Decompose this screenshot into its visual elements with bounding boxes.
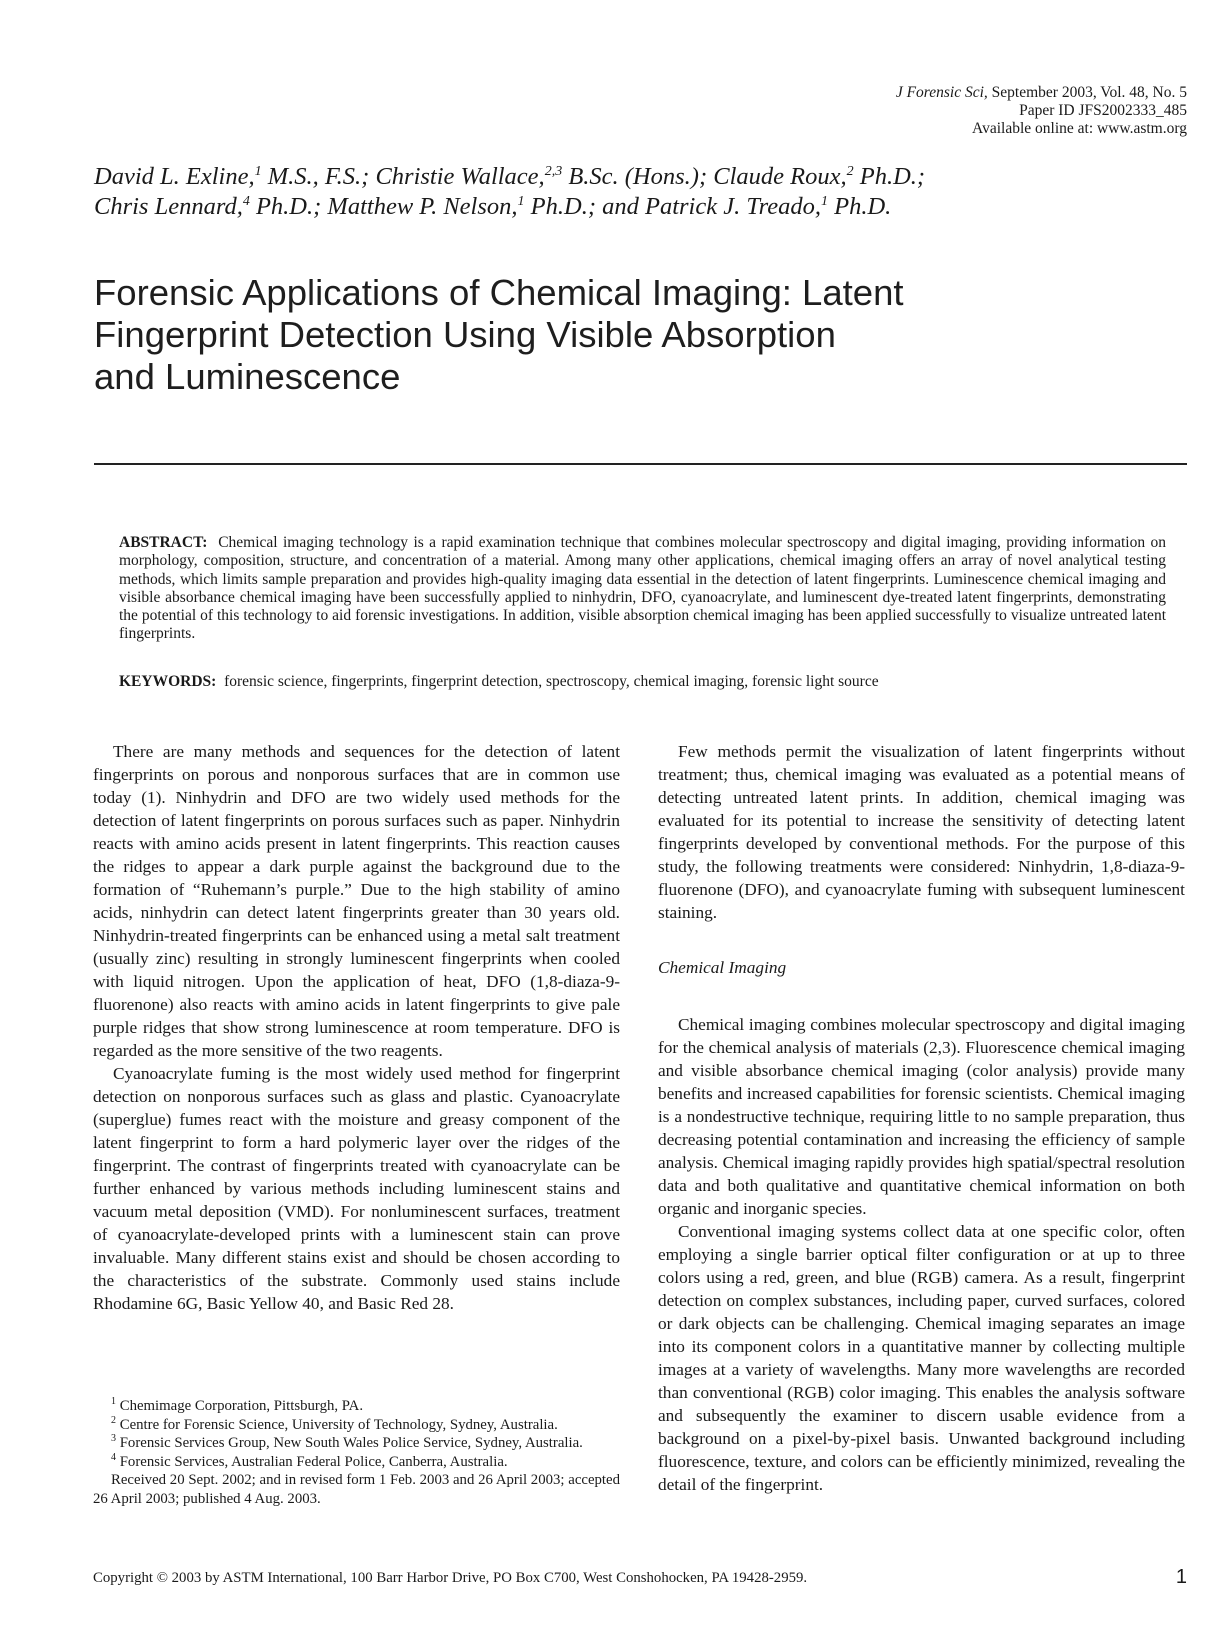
- author-degree: M.S., F.S.;: [261, 163, 376, 190]
- paper-title: [94, 272, 974, 398]
- author-affiliation: 1: [517, 193, 525, 209]
- author-name: David L. Exline,: [94, 163, 255, 190]
- title-line: and Luminescence: [94, 356, 401, 397]
- keywords: [119, 673, 1179, 691]
- body-paragraph: Cyanoacrylate fuming is the most widely used method for fingerprint detection on nonporous surfaces such as glass and plastic. Cyanoacrylate (superglue) fumes react with the moisture and greasy component of the latent fingerprint to form a hard polymeric layer over the ridges of the fingerprint. The contrast of fingerprints treated with cyanoacrylate can be further enhanced by various methods including luminescent stains and vacuum metal deposition (VMD). For nonluminescent surfaces, treatment of cyanoacrylate-developed prints with a luminescent stain can prove invaluable. Many different stains exist and should be chosen according to the characteristics of the substrate. Commonly used stains include Rhodamine 6G, Basic Yellow 40, and Basic Red 28.: [93, 1064, 620, 1313]
- abstract-text: Chemical imaging technology is a rapid examination technique that combines molecular spectroscopy and digital imaging, providing information on morphology, composition, structure, and concentration of a material. Among many other applications, chemical imaging offers an array of novel analytical testing methods, which limits sample preparation and provides high-quality imaging data essential in the detection of latent fingerprints. Luminescence chemical imaging and visible absorbance chemical imaging have been successfully applied to ninhydrin, DFO, cyanoacrylate, and luminescent dye-treated latent fingerprints, demonstrating the potential of this technology to aid forensic investigations. In addition, visible absorption chemical imaging has been applied successfully to visualize untreated latent fingerprints.: [119, 534, 1166, 643]
- footnote-marker: 1: [111, 1396, 116, 1408]
- footnote-marker: 3: [111, 1433, 116, 1445]
- footnote-text: Forensic Services, Australian Federal Police, Canberra, Australia.: [116, 1453, 508, 1470]
- footnote-text: Centre for Forensic Science, University of Technology, Sydney, Australia.: [116, 1416, 558, 1433]
- body-paragraph: Chemical imaging combines molecular spectroscopy and digital imaging for the chemical analysis of materials (2,3). Fluorescence chemical imaging and visible absorbance chemical imaging (color analysis) provide many benefits and increased capabilities for forensic scientists. Chemical imaging is a nondestructive technique, requiring little to no sample preparation, thus decreasing potential contamination and increasing the efficiency of sample analysis. Chemical imaging rapidly provides high spatial/spectral resolution data and both qualitative and quantitative chemical information on both organic and inorganic species.: [658, 1015, 1185, 1218]
- title-line: Fingerprint Detection Using Visible Absorption: [94, 314, 836, 355]
- journal-header: [896, 84, 1187, 138]
- author-name: Matthew P. Nelson,: [327, 193, 518, 220]
- received-dates: Received 20 Sept. 2002; and in revised form 1 Feb. 2003 and 26 April 2003; accepted 26 April 2003; published 4 Aug. 2003.: [93, 1472, 620, 1507]
- footnote-marker: 2: [111, 1414, 116, 1426]
- footnote: [93, 1416, 620, 1435]
- author-degree: B.Sc. (Hons.);: [562, 163, 714, 190]
- journal-issue: September 2003, Vol. 48, No. 5: [987, 84, 1187, 101]
- body-column-right: [658, 740, 1185, 1496]
- title-divider: [94, 463, 1187, 465]
- section-heading: Chemical Imaging: [658, 958, 787, 977]
- author-affiliation: 4: [242, 193, 250, 209]
- author-name: Chris Lennard,: [94, 193, 243, 220]
- availability: Available online at: www.astm.org: [972, 120, 1187, 137]
- body-paragraph: Conventional imaging systems collect data at one specific color, often employing a single barrier optical filter configuration or at up to three colors using a red, green, and blue (RGB) camera. As a result, fingerprint detection on complex substances, including paper, curved surfaces, colored or dark objects can be challenging. Chemical imaging separates an image into its component colors in a quantitative manner by collecting multiple images at a variety of wavelengths. Many more wavelengths are recorded than conventional (RGB) color imaging. This enables the analysis software and subsequently the examiner to discern usable evidence from a background on a pixel-by-pixel basis. Unwanted background including fluorescence, texture, and colors can be efficiently minimized, revealing the detail of the fingerprint.: [658, 1222, 1185, 1494]
- author-affiliation: 1: [254, 163, 262, 179]
- paper-id: Paper ID JFS2002333_485: [1019, 102, 1187, 119]
- footnote: [93, 1397, 620, 1416]
- abstract: [119, 534, 1166, 644]
- footnote: [93, 1434, 620, 1453]
- author-degree: Ph.D.; and: [524, 193, 645, 220]
- abstract-label: ABSTRACT:: [119, 534, 208, 551]
- journal-name: J Forensic Sci,: [895, 84, 988, 101]
- author-name: Claude Roux,: [713, 163, 847, 190]
- body-column-left: [93, 740, 620, 1315]
- author-degree: Ph.D.: [828, 193, 892, 220]
- keywords-label: KEYWORDS:: [119, 673, 217, 690]
- keywords-text: forensic science, fingerprints, fingerprint detection, spectroscopy, chemical imaging, forensic light source: [224, 673, 879, 690]
- footnote-text: Forensic Services Group, New South Wales Police Service, Sydney, Australia.: [116, 1435, 583, 1452]
- author-affiliation: 2: [846, 163, 854, 179]
- author-degree: Ph.D.;: [853, 163, 926, 190]
- journal-citation: [896, 84, 1187, 102]
- footnotes: [93, 1397, 620, 1509]
- footnote-text: Chemimage Corporation, Pittsburgh, PA.: [116, 1398, 364, 1414]
- footnote: [93, 1453, 620, 1472]
- author-affiliation: 2,3: [544, 163, 563, 179]
- body-paragraph: Few methods permit the visualization of latent fingerprints without treatment; thus, chemical imaging was evaluated as a potential means of detecting untreated latent prints. In addition, chemical imaging was evaluated for its potential to increase the sensitivity of detecting latent fingerprints developed by conventional methods. For the purpose of this study, the following treatments were considered: Ninhydrin, 1,8-diaza-9-fluorenone (DFO), and cyanoacrylate fuming with subsequent luminescent staining.: [658, 742, 1185, 922]
- author-name: Christie Wallace,: [375, 163, 545, 190]
- footnote-marker: 4: [111, 1451, 116, 1463]
- author-name: Patrick J. Treado,: [644, 193, 821, 220]
- body-paragraph: There are many methods and sequences for the detection of latent fingerprints on porous and nonporous surfaces that are in common use today (1). Ninhydrin and DFO are two widely used methods for the detection of latent fingerprints on porous surfaces such as paper. Ninhydrin reacts with amino acids present in latent fingerprints. This reaction causes the ridges to appear a dark purple against the background due to the formation of “Ruhemann’s purple.” Due to the high stability of amino acids, ninhydrin can detect latent fingerprints greater than 30 years old. Ninhydrin-treated fingerprints can be enhanced using a metal salt treatment (usually zinc) resulting in strongly luminescent fingerprints when cooled with liquid nitrogen. Upon the application of heat, DFO (1,8-diaza-9-fluorenone) also reacts with amino acids in latent fingerprints to give pale purple ridges that show strong luminescence at room temperature. DFO is regarded as the more sensitive of the two reagents.: [93, 742, 620, 1060]
- page-number: 1: [1175, 1566, 1187, 1588]
- copyright-footer: Copyright © 2003 by ASTM International, 100 Barr Harbor Drive, PO Box C700, West Conshohocken, PA 19428-2959.: [93, 1570, 808, 1586]
- author-affiliation: 1: [821, 193, 828, 209]
- title-line: Forensic Applications of Chemical Imaging: Latent: [94, 272, 904, 313]
- author-list: [94, 162, 1094, 222]
- author-degree: Ph.D.;: [249, 193, 328, 220]
